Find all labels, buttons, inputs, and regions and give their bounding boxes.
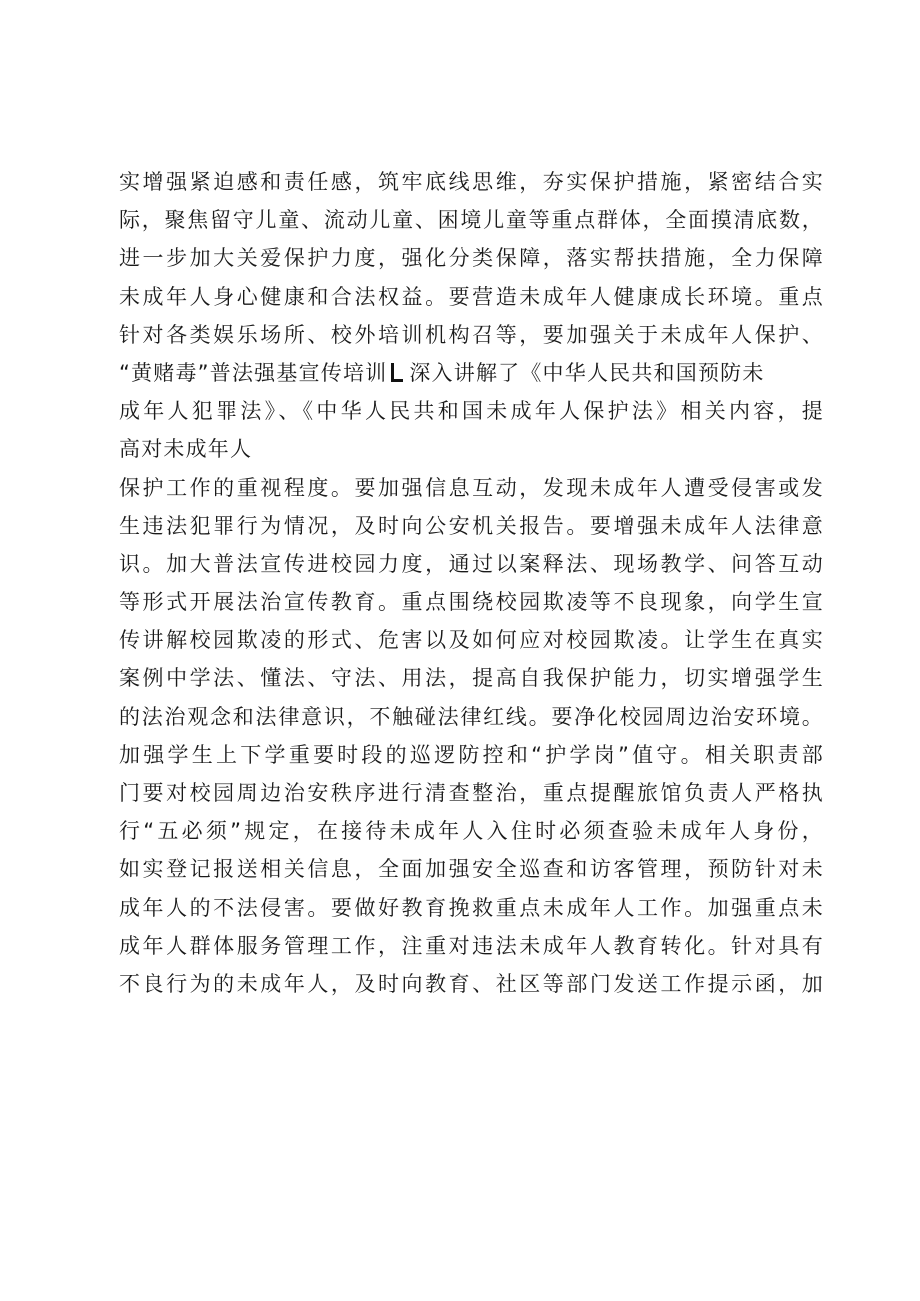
text-line: 识。加大普法宣传进校园力度，通过以案释法、现场教学、问答互动 [119, 551, 824, 576]
text-line: 门要对校园周边治安秩序进行清查整治，重点提醒旅馆负责人严格执 [119, 781, 824, 805]
text-fragment: “黄赌毒”普法强基宣传培训 [119, 360, 388, 385]
text-line: 成年人群体服务管理工作，注重对违法未成年人教育转化。针对具有 [119, 933, 824, 958]
text-line: 际，聚焦留守儿童、流动儿童、困境儿童等重点群体，全面摸清底数， [119, 208, 824, 233]
text-line: 高对未成年人 [119, 437, 253, 462]
text-line: 案例中学法、懂法、守法、用法，提高自我保护能力，切实增强学生 [119, 666, 824, 691]
text-line: 传讲解校园欺凌的形式、危害以及如何应对校园欺凌。让学生在真实 [119, 628, 824, 653]
text-line: 进一步加大关爱保护力度，强化分类保障，落实帮扶措施，全力保障 [119, 246, 824, 271]
text-line: 成年人犯罪法》、《中华人民共和国未成年人保护法》相关内容，提 [119, 399, 824, 424]
text-line: 加强学生上下学重要时段的巡逻防控和“护学岗”值守。相关职责部 [119, 742, 824, 767]
text-line: 成年人的不法侵害。要做好教育挽救重点未成年人工作。加强重点未 [119, 895, 824, 920]
text-line: 的法治观念和法律意识，不触碰法律红线。要净化校园周边治安环境。 [119, 704, 824, 729]
text-line: 如实登记报送相关信息，全面加强安全巡查和访客管理，预防针对未 [119, 857, 824, 882]
text-line: 实增强紧迫感和责任感，筑牢底线思维，夯实保护措施，紧密结合实 [119, 170, 824, 194]
text-line: 行“五必须”规定，在接待未成年人入住时必须查验未成年人身份， [119, 819, 824, 844]
text-line [119, 354, 824, 392]
corner-mark-icon [391, 363, 403, 382]
text-line: 等形式开展法治宣传教育。重点围绕校园欺凌等不良现象，向学生宣 [119, 590, 824, 615]
text-line: 未成年人身心健康和合法权益。要营造未成年人健康成长环境。重点 [119, 284, 824, 309]
text-line: 针对各类娱乐场所、校外培训机构召等，要加强关于未成年人保护、 [119, 322, 824, 347]
text-line: 保护工作的重视程度。要加强信息互动，发现未成年人遭受侵害或发 [119, 475, 824, 500]
text-fragment: 深入讲解了《中华人民共和国预防未 [409, 360, 765, 385]
body-text [119, 163, 824, 1003]
text-line: 不良行为的未成年人，及时向教育、社区等部门发送工作提示函，加 [119, 971, 824, 996]
text-line: 生违法犯罪行为情况，及时向公安机关报告。要增强未成年人法律意 [119, 513, 824, 538]
